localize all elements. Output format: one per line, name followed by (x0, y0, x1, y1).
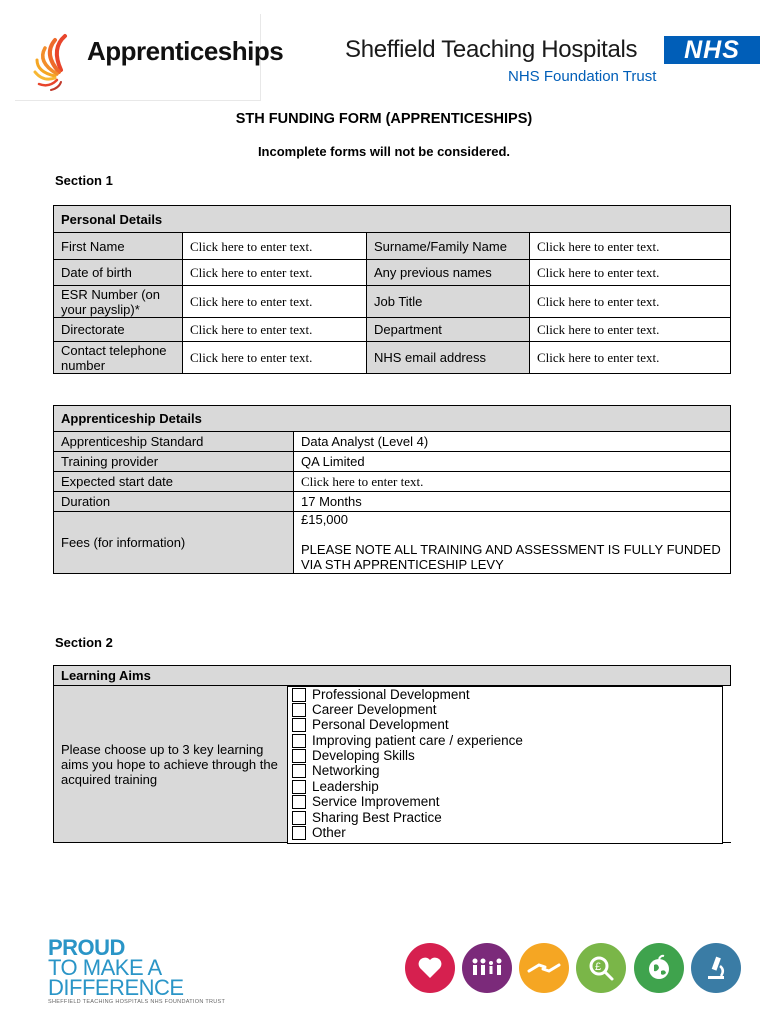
fees-cell (294, 512, 731, 574)
checkbox[interactable] (292, 734, 306, 748)
aim-label: Leadership (312, 779, 379, 794)
form-note: Incomplete forms will not be considered. (257, 144, 511, 159)
aim-label: Personal Development (312, 717, 449, 732)
directorate-label: Directorate (54, 318, 183, 342)
checkbox[interactable] (292, 688, 306, 702)
table-row (54, 233, 731, 260)
training-provider-label: Training provider (54, 452, 294, 472)
aim-label: Sharing Best Practice (312, 810, 442, 825)
trust-subtitle: NHS Foundation Trust (508, 68, 657, 85)
previous-names-field[interactable]: Click here to enter text. (530, 260, 731, 286)
learning-aims-instruction: Please choose up to 3 key learning aims you hope to achieve through the acquired training (54, 686, 288, 843)
checkbox[interactable] (292, 826, 306, 840)
duration-label: Duration (54, 492, 294, 512)
previous-names-label: Any previous names (367, 260, 530, 286)
expected-start-date-label: Expected start date (54, 472, 294, 492)
aim-sharing-best-practice[interactable] (292, 810, 442, 825)
aim-professional-development[interactable] (292, 687, 470, 702)
pound-search-icon (576, 943, 626, 993)
heart-icon (405, 943, 455, 993)
learning-aims-checklist (287, 686, 723, 844)
proud-to-make-a-difference-logo (48, 935, 184, 1000)
directorate-field[interactable]: Click here to enter text. (183, 318, 367, 342)
aim-label: Developing Skills (312, 748, 415, 763)
proud-line-1: PROUD (48, 935, 125, 960)
contact-telephone-field[interactable]: Click here to enter text. (183, 342, 367, 374)
aim-networking[interactable] (292, 763, 380, 778)
proud-line-2: TO MAKE A (48, 955, 162, 980)
aim-other[interactable] (292, 825, 346, 840)
aim-label: Other (312, 825, 346, 840)
date-of-birth-label: Date of birth (54, 260, 183, 286)
aim-career-development[interactable] (292, 702, 437, 717)
checkbox[interactable] (292, 811, 306, 825)
apprenticeships-sunburst-icon (31, 30, 83, 94)
personal-details-table (53, 205, 731, 374)
checkbox[interactable] (292, 764, 306, 778)
personal-details-heading: Personal Details (54, 206, 731, 233)
table-row (54, 432, 731, 452)
form-title: STH FUNDING FORM (APPRENTICESHIPS) (235, 111, 533, 127)
table-row (54, 286, 731, 318)
training-provider-value: QA Limited (294, 452, 731, 472)
aim-label: Professional Development (312, 687, 470, 702)
aim-label: Networking (312, 763, 380, 778)
aim-personal-development[interactable] (292, 717, 449, 732)
people-icon (462, 943, 512, 993)
proud-line-3: DIFFERENCE (48, 975, 184, 1000)
esr-number-label: ESR Number (on your payslip)* (54, 286, 183, 318)
nhs-logo: NHS (664, 36, 760, 64)
surname-field[interactable]: Click here to enter text. (530, 233, 731, 260)
trust-name: Sheffield Teaching Hospitals (345, 36, 638, 63)
checkbox[interactable] (292, 749, 306, 763)
fees-amount: £15,000 (301, 512, 348, 527)
nhs-email-label: NHS email address (367, 342, 530, 374)
checkbox[interactable] (292, 718, 306, 732)
table-row (54, 492, 731, 512)
job-title-field[interactable]: Click here to enter text. (530, 286, 731, 318)
esr-number-field[interactable]: Click here to enter text. (183, 286, 367, 318)
date-of-birth-field[interactable]: Click here to enter text. (183, 260, 367, 286)
aim-label: Career Development (312, 702, 437, 717)
apprenticeship-standard-value: Data Analyst (Level 4) (294, 432, 731, 452)
checkbox[interactable] (292, 703, 306, 717)
first-name-field[interactable]: Click here to enter text. (183, 233, 367, 260)
job-title-label: Job Title (367, 286, 530, 318)
duration-value: 17 Months (294, 492, 731, 512)
table-row (54, 342, 731, 374)
section-1-label: Section 1 (55, 173, 113, 188)
checkbox[interactable] (292, 795, 306, 809)
microscope-icon (691, 943, 741, 993)
section-2-label: Section 2 (55, 635, 113, 650)
apprenticeship-details-table (53, 405, 731, 574)
department-field[interactable]: Click here to enter text. (530, 318, 731, 342)
apprenticeships-wordmark: Apprenticeships (87, 36, 284, 66)
aim-label: Improving patient care / experience (312, 733, 523, 748)
svg-text:£: £ (595, 961, 602, 973)
contact-telephone-label: Contact telephone number (54, 342, 183, 374)
aim-service-improvement[interactable] (292, 794, 440, 809)
expected-start-date-field[interactable]: Click here to enter text. (294, 472, 731, 492)
nhs-email-field[interactable]: Click here to enter text. (530, 342, 731, 374)
department-label: Department (367, 318, 530, 342)
aim-improving-patient-care[interactable] (292, 733, 523, 748)
hands-icon (519, 943, 569, 993)
globe-icon (634, 943, 684, 993)
table-row (54, 472, 731, 492)
first-name-label: First Name (54, 233, 183, 260)
aim-leadership[interactable] (292, 779, 379, 794)
aim-label: Service Improvement (312, 794, 440, 809)
table-row (54, 260, 731, 286)
aim-developing-skills[interactable] (292, 748, 415, 763)
checkbox[interactable] (292, 780, 306, 794)
apprenticeship-standard-label: Apprenticeship Standard (54, 432, 294, 452)
learning-aims-heading: Learning Aims (54, 666, 731, 686)
table-row (54, 512, 731, 574)
table-row (54, 452, 731, 472)
apprenticeship-details-heading: Apprenticeship Details (54, 406, 731, 432)
apprenticeships-logo (15, 14, 284, 101)
table-row (54, 318, 731, 342)
surname-label: Surname/Family Name (367, 233, 530, 260)
proud-subtitle: SHEFFIELD TEACHING HOSPITALS NHS FOUNDATION TRUST (48, 999, 226, 1005)
fees-label: Fees (for information) (54, 512, 294, 574)
fees-note: PLEASE NOTE ALL TRAINING AND ASSESSMENT IS FULLY FUNDED VIA STH APPRENTICESHIP LEVY (301, 542, 721, 572)
